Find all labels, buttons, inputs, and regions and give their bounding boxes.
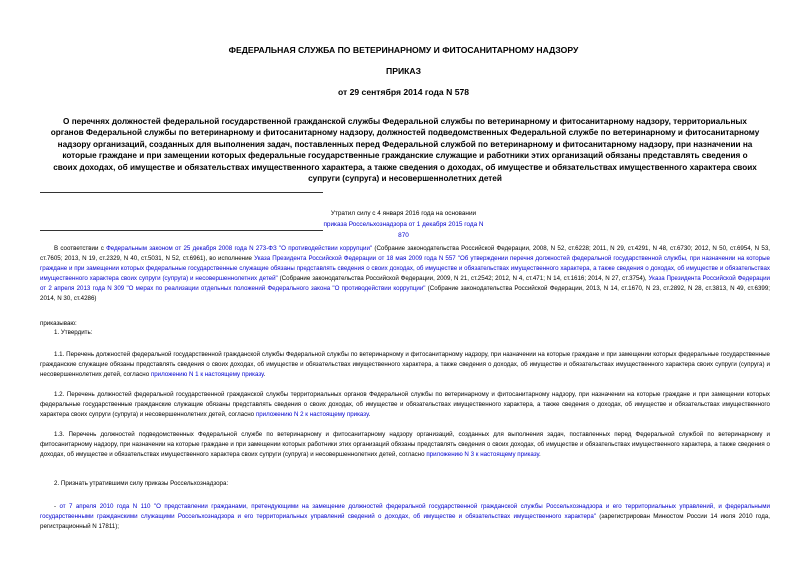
- preamble-text: (Собрание законодательства Российской Федерации, 2013, N 14, ст.1670, N 23, ст.2892, N 28, ст.3813, N 49, ст.6399; 2014, N 30, ст.4286): [40, 284, 770, 302]
- separator-top: [40, 192, 323, 193]
- document-type: ПРИКАЗ: [386, 66, 421, 76]
- item-1-3-end: .: [539, 450, 541, 458]
- link-order-110[interactable]: от 7 апреля 2010 года N 110 "О представлении гражданами, претендующими на замещение должностей федеральной государственной гражданской службы Россельхознадзора и его территориальных управлений, и федеральными государственными гражданскими служащими Россельхознадзора и его территориальных управлений сведений о доходах, об имуществе и обязательствах имущественного характера": [40, 503, 770, 520]
- link-federal-law-273[interactable]: Федеральным законом от 25 декабря 2008 года N 273-ФЗ "О противодействии коррупции": [106, 245, 373, 252]
- item-2-a-prefix: -: [54, 503, 60, 510]
- item-2: 2. Признать утратившими силу приказы Россельхознадзора:: [54, 480, 229, 487]
- item-1-2: [40, 390, 770, 420]
- preamble-text: (Собрание законодательства Российской Федерации, 2008, N 52, ст.6228; 2011, N 29, ст.4291, N 48, ст.6730; 2012, N 50, ст.6954, N 53, ст.7605; 2013, N 19, ст.2329, N 40, ст.5031, N 52, ст.6961), во исполнение: [40, 245, 771, 262]
- link-appendix-1[interactable]: приложению N 1 к настоящему приказу: [150, 370, 264, 378]
- status-note-line: Утратил силу с 4 января 2016 года на основании: [330, 210, 477, 217]
- document-subject: О перечнях должностей федеральной государственной гражданской службы Федеральной службы по ветеринарному и фитосанитарному надзору, территориальных органов Федеральной службы по ветеринарному и фитосанитарному надзору, должностей подведомственных Федеральной службе по ветеринарному и фитосанитарному надзору организаций, созданных для выполнения задач, поставленных перед Федеральной службой по ветеринарному и фитосанитарному надзору, при назначении на которые граждане и при замещении которых федеральные государственные гражданские служащие и работники этих организаций обязаны представлять сведения о своих доходах, об имуществе и обязательствах имущественного характера, а также сведения о доходах, об имуществе и обязательствах имущественного характера своих супруги (супруга) и несовершеннолетних детей: [50, 117, 760, 184]
- item-1-3: [40, 430, 770, 460]
- separator-bottom: [40, 230, 323, 231]
- item-1-1-text: 1.1. Перечень должностей федеральной государственной гражданской службы Федеральной службы по ветеринарному и фитосанитарному надзору, при назначении на которые граждане и при замещении которых федеральные государственные гражданские служащие обязаны представлять сведения о своих доходах, об имуществе и обязательствах имущественного характера, а также сведения о доходах, об имуществе и обязательствах имущественного характера своих супруги (супруга) и несовершеннолетних детей, согласно: [40, 351, 770, 378]
- document-date-number: от 29 сентября 2014 года N 578: [337, 87, 470, 97]
- item-1-2-text: 1.2. Перечень должностей федеральной государственной гражданской службы территориальных органов Федеральной службы по ветеринарному и фитосанитарному надзору, при назначении на которые граждане и при замещении которых федеральные государственные гражданские служащие обязаны представлять сведения о своих доходах, об имуществе и обязательствах имущественного характера, а также сведения о доходах, об имуществе и обязательствах имущественного характера своих супруги (супруга) и несовершеннолетних детей, согласно: [40, 391, 770, 418]
- item-1: 1. Утвердить:: [54, 329, 93, 336]
- link-appendix-3[interactable]: приложению N 3 к настоящему приказу: [426, 450, 540, 458]
- item-1-2-end: .: [368, 410, 371, 418]
- item-1-1: [40, 350, 770, 380]
- item-2-a-text: (зарегистрирован Минюстом России 14 июля 2010 года, регистрационный N 17811);: [40, 512, 770, 530]
- status-note: [322, 208, 485, 241]
- link-decree-309[interactable]: Указа Президента Российской Федерации от 2 апреля 2013 года N 309 "О мерах по реализации отдельных положений Федерального закона "О противодействии коррупции": [40, 274, 770, 292]
- link-decree-557[interactable]: Указа Президента Российской Федерации от 18 мая 2009 года N 557 "Об утверждении перечня должностей федеральной государственной службы, при назначении на которые граждане и при замещении которых федеральные государственные служащие обязаны представлять сведения о своих доходах, об имуществе и обязательствах имущественного характера, а также сведения о доходах, об имуществе и обязательствах имущественного характера своих супруги (супруга) и несовершеннолетних детей": [40, 254, 770, 282]
- preamble-text: В соответствии с: [54, 245, 107, 252]
- item-2-a: [40, 502, 770, 532]
- agency-name: ФЕДЕРАЛЬНАЯ СЛУЖБА ПО ВЕТЕРИНАРНОМУ И ФИТОСАНИТАРНОМУ НАДЗОРУ: [228, 45, 579, 55]
- link-appendix-2[interactable]: приложению N 2 к настоящему приказу: [255, 410, 369, 418]
- preamble-paragraph: [40, 244, 770, 303]
- item-1-3-text: 1.3. Перечень должностей подведомственных Федеральной службе по ветеринарному и фитосанитарному надзору организаций, созданных для выполнения задач, поставленных перед Федеральной службой по ветеринарному и фитосанитарному надзору, при назначении на которые граждане и при замещении которых работники этих организаций обязаны представлять сведения о своих доходах, об имуществе и обязательствах имущественного характера, а также сведения о доходах, об имуществе и обязательствах имущественного характера своих супруги (супруга) и несовершеннолетних детей, согласно: [40, 431, 770, 458]
- status-note-link[interactable]: приказа Россельхознадзора от 1 декабря 2015 года N 870: [323, 221, 484, 239]
- order-word: приказываю:: [40, 320, 77, 327]
- preamble-text: (Собрание законодательства Российской Федерации, 2009, N 21, ст.2542; 2012, N 4, ст.471; N 14, ст.1616; 2014, N 27, ст.3754),: [277, 274, 649, 282]
- item-1-1-end: .: [263, 370, 266, 378]
